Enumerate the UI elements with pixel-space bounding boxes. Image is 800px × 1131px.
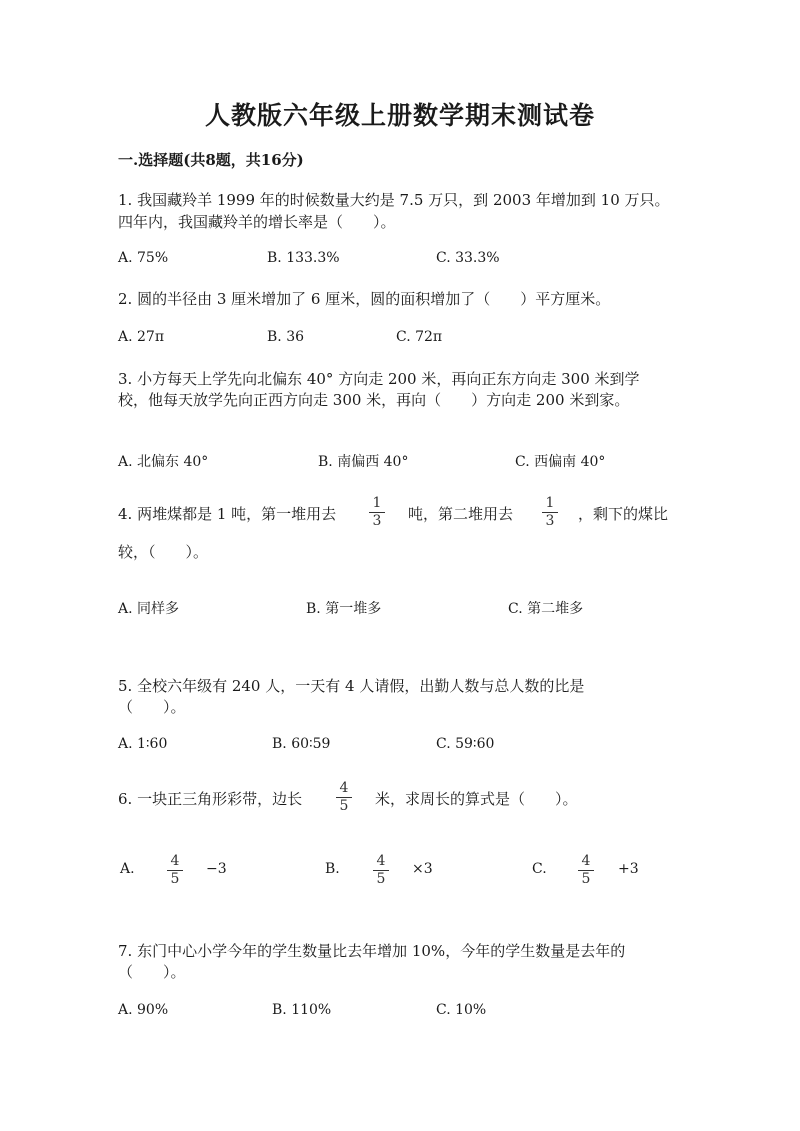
question-4-line-2: 较，（ ）。 (118, 543, 209, 561)
question-7-option-a: A. 90% (118, 1002, 169, 1018)
question-3-option-c: C. 西偏南 40° (515, 454, 606, 470)
question-3-option-b: B. 南偏西 40° (318, 454, 409, 470)
fraction-numerator: 1 (372, 495, 382, 511)
fraction-numerator: 1 (545, 495, 555, 511)
fraction-numerator: 4 (581, 853, 591, 869)
question-6-option-c-tail: +3 (618, 861, 639, 877)
question-7-line-1: 7. 东门中心小学今年的学生数量比去年增加 10%，今年的学生数量是去年的 (118, 942, 626, 960)
question-2-line-1: 2. 圆的半径由 3 厘米增加了 6 厘米，圆的面积增加了（ ）平方厘米。 (118, 290, 611, 308)
question-5-option-a: A. 1∶60 (118, 736, 168, 752)
fraction-denominator: 5 (170, 871, 180, 887)
question-3-line-2: 校，他每天放学先向正西方向走 300 米，再向（ ）方向走 200 米到家。 (118, 391, 630, 409)
question-6-option-b-fraction (370, 854, 392, 887)
page-title: 人教版六年级上册数学期末测试卷 (204, 101, 595, 130)
question-6-option-c-fraction (575, 854, 597, 887)
fraction-denominator: 3 (545, 513, 555, 529)
question-6-text-1: 6. 一块正三角形彩带，边长 (118, 790, 303, 808)
fraction-numerator: 4 (376, 853, 386, 869)
question-1-option-c: C. 33.3% (436, 250, 500, 266)
question-5-option-c: C. 59∶60 (436, 736, 495, 752)
question-5-line-2: （ ）。 (118, 698, 186, 716)
fraction-denominator: 5 (339, 798, 349, 814)
question-1-option-b: B. 133.3% (267, 250, 340, 266)
question-4-option-a: A. 同样多 (118, 601, 180, 617)
question-1-option-a: A. 75% (118, 250, 169, 266)
fraction-numerator: 4 (339, 780, 349, 796)
section-heading: 一.选择题(共8题，共16分) (118, 151, 304, 169)
question-3-line-1: 3. 小方每天上学先向北偏东 40° 方向走 200 米，再向正东方向走 300 米到学 (118, 370, 640, 388)
question-6-option-c-label: C. (532, 861, 547, 877)
question-2-option-a: A. 27π (118, 329, 165, 345)
question-1-line-1: 1. 我国藏羚羊 1999 年的时候数量大约是 7.5 万只，到 2003 年增加到 10 万只。 (118, 191, 670, 209)
question-4-text-1: 4. 两堆煤都是 1 吨，第一堆用去 (118, 505, 337, 523)
question-5-option-b: B. 60∶59 (272, 736, 331, 752)
fraction-denominator: 3 (372, 513, 382, 529)
fraction-denominator: 5 (581, 871, 591, 887)
question-4-option-b: B. 第一堆多 (306, 601, 382, 617)
question-6-option-a-label: A. (120, 861, 135, 877)
fraction-denominator: 5 (376, 871, 386, 887)
question-5-line-1: 5. 全校六年级有 240 人，一天有 4 人请假，出勤人数与总人数的比是 (118, 677, 585, 695)
question-7-option-c: C. 10% (436, 1002, 487, 1018)
question-2-option-b: B. 36 (267, 329, 305, 345)
question-6-fraction (333, 781, 355, 814)
question-7-option-b: B. 110% (272, 1002, 332, 1018)
question-4-option-c: C. 第二堆多 (508, 601, 584, 617)
question-6-text-2: 米，求周长的算式是（ ）。 (375, 790, 578, 808)
fraction-numerator: 4 (170, 853, 180, 869)
question-6-option-a-fraction (164, 854, 186, 887)
question-4-fraction-2 (539, 496, 561, 529)
question-4-fraction-1 (366, 496, 388, 529)
question-4-text-2: 吨，第二堆用去 (408, 505, 514, 523)
question-2-option-c: C. 72π (396, 329, 443, 345)
question-7-line-2: （ ）。 (118, 963, 186, 981)
question-4-text-3: ，剩下的煤比 (578, 505, 669, 523)
question-6-option-b-tail: ×3 (412, 861, 433, 877)
question-3-option-a: A. 北偏东 40° (118, 454, 209, 470)
question-6-option-a-tail: −3 (206, 861, 227, 877)
question-1-line-2: 四年内，我国藏羚羊的增长率是（ ）。 (118, 213, 396, 231)
question-6-option-b-label: B. (325, 861, 340, 877)
